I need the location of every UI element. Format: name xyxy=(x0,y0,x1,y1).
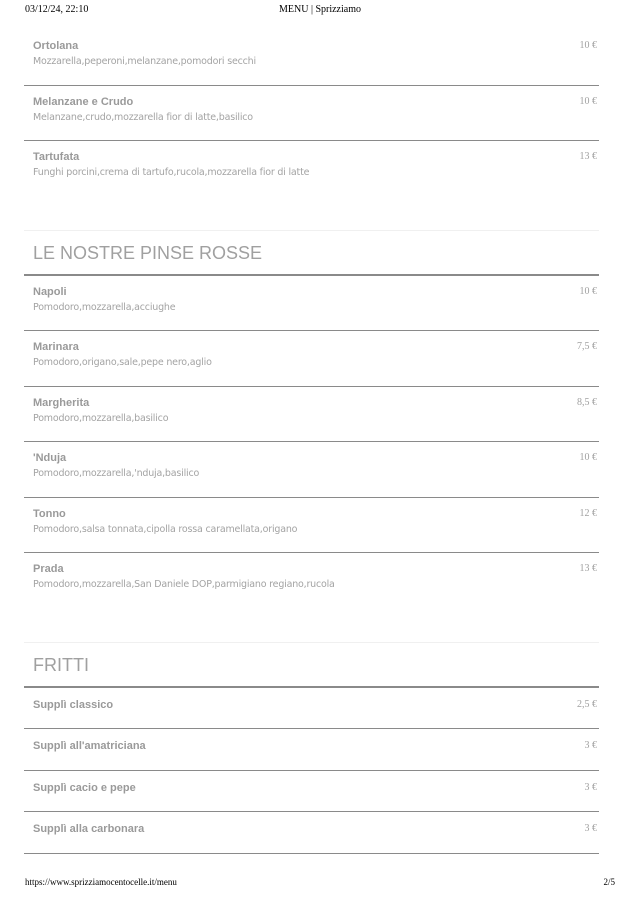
item-price: 3 € xyxy=(584,781,597,793)
print-url: https://www.sprizziamocentocelle.it/menu xyxy=(25,877,177,887)
item-price: 10 € xyxy=(579,40,597,51)
menu-item xyxy=(24,771,599,813)
menu-item xyxy=(24,331,599,387)
item-price: 10 € xyxy=(579,95,597,107)
item-price: 3 € xyxy=(584,823,597,834)
item-price: 3 € xyxy=(584,740,597,751)
item-price: 7,5 € xyxy=(577,341,597,352)
item-name: Supplì cacio e pepe xyxy=(33,781,136,794)
item-price: 2,5 € xyxy=(577,698,597,710)
item-description: Mozzarella,peperoni,melanzane,pomodori secchi xyxy=(33,56,256,67)
menu-item xyxy=(24,30,599,86)
item-price: 13 € xyxy=(579,563,597,574)
menu-item xyxy=(24,498,599,554)
print-page-number: 2/5 xyxy=(603,877,615,887)
item-description: Pomodoro,mozzarella,acciughe xyxy=(33,301,176,313)
item-name: Margherita xyxy=(33,396,90,409)
item-name: Marinara xyxy=(33,341,79,353)
menu-content xyxy=(24,30,599,854)
item-name: Supplì all'amatriciana xyxy=(33,740,146,752)
section-divider xyxy=(24,609,599,643)
item-description: Pomodoro,mozzarella,'nduja,basilico xyxy=(33,468,200,479)
item-name: Prada xyxy=(33,563,64,575)
item-name: 'Nduja xyxy=(33,452,67,464)
item-description: Pomodoro,origano,sale,pepe nero,aglio xyxy=(33,357,212,368)
print-datetime: 03/12/24, 22:10 xyxy=(25,4,89,15)
item-price: 8,5 € xyxy=(577,396,597,408)
menu-item xyxy=(24,276,599,332)
section-heading: LE NOSTRE PINSE ROSSE xyxy=(24,231,599,276)
menu-item xyxy=(24,688,599,730)
item-price: 13 € xyxy=(579,151,597,162)
menu-item xyxy=(24,141,599,197)
item-description: Pomodoro,salsa tonnata,cipolla rossa caramellata,origano xyxy=(33,523,298,535)
item-name: Ortolana xyxy=(33,40,79,52)
print-page-title: MENU | Sprizziamo xyxy=(279,4,361,15)
item-price: 10 € xyxy=(579,285,597,297)
item-name: Supplì classico xyxy=(33,698,114,711)
section-heading: FRITTI xyxy=(24,643,599,688)
item-name: Tonno xyxy=(33,507,66,520)
item-price: 12 € xyxy=(579,507,597,519)
item-name: Supplì alla carbonara xyxy=(33,823,145,835)
item-description: Melanzane,crudo,mozzarella fior di latte,basilico xyxy=(33,111,253,123)
menu-item xyxy=(24,729,599,771)
item-description: Funghi porcini,crema di tartufo,rucola,mozzarella fior di latte xyxy=(33,167,310,178)
item-name: Napoli xyxy=(33,285,67,298)
item-description: Pomodoro,mozzarella,basilico xyxy=(33,412,169,424)
menu-item xyxy=(24,553,599,609)
menu-item xyxy=(24,387,599,443)
section-divider xyxy=(24,197,599,231)
item-name: Tartufata xyxy=(33,151,80,163)
item-name: Melanzane e Crudo xyxy=(33,95,134,108)
menu-item xyxy=(24,86,599,142)
menu-item xyxy=(24,442,599,498)
menu-item xyxy=(24,812,599,854)
item-price: 10 € xyxy=(579,452,597,463)
item-description: Pomodoro,mozzarella,San Daniele DOP,parmigiano regiano,rucola xyxy=(33,579,335,590)
